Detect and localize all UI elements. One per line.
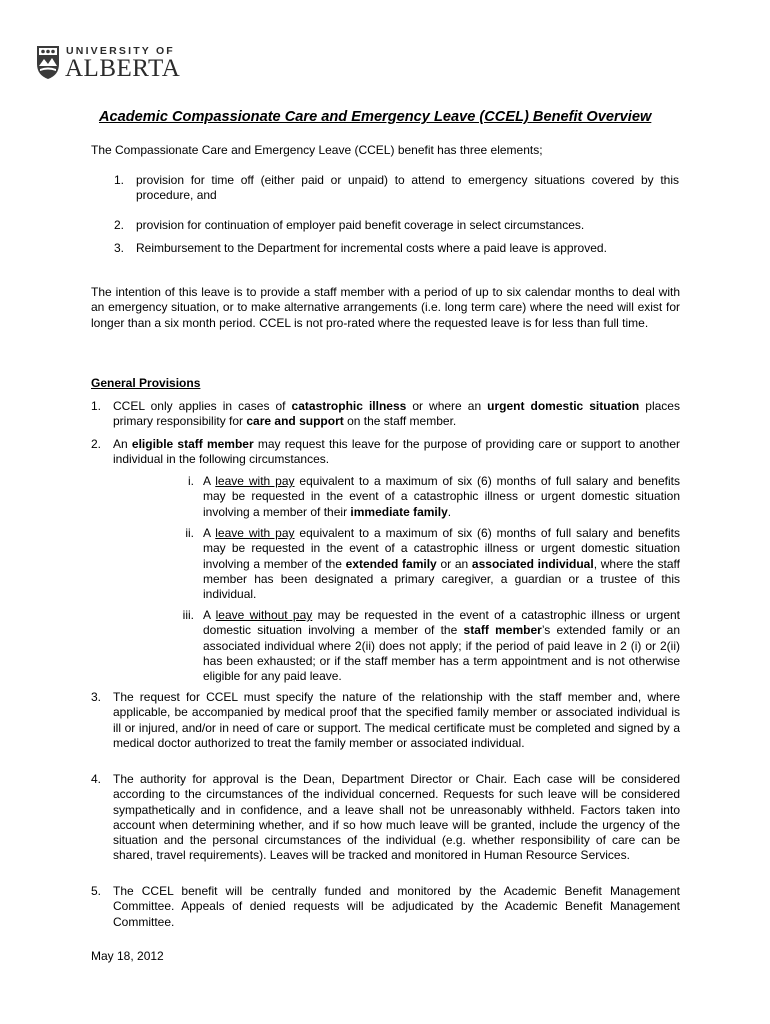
sub-item-ii-number: ii. [185, 526, 194, 540]
element-2-text: provision for continuation of employer paid benefit coverage in select circumstances. [136, 218, 585, 232]
provision-1-number: 1. [91, 399, 102, 413]
sub-item-i-number: i. [188, 474, 194, 488]
element-2-number: 2. [114, 218, 125, 232]
provision-5-number: 5. [91, 884, 102, 898]
shield-crest-icon [36, 44, 60, 80]
sub-item-ii-text: A leave with pay equivalent to a maximum of six (6) months of full salary and benefits may be requested in the event of a catastrophic illness or urgent domestic situation involving a member of the extended family or an associated individual, where the staff member has been designated a primary caregiver, a guardian or a trustee of this individual. [203, 526, 680, 602]
logo-text-alberta: ALBERTA [65, 55, 181, 82]
provision-2-number: 2. [91, 437, 102, 451]
sub-item-iii-text: A leave without pay may be requested in the event of a catastrophic illness or urgent domestic situation involving a member of the staff member’s extended family or an associated individual where 2(ii) does not apply; if the period of paid leave in 2 (i) or 2(ii) has been exhausted; or if the staff member has a term appointment and is not otherwise eligible for any paid leave. [203, 608, 681, 684]
element-3-number: 3. [114, 241, 125, 255]
provision-3-number: 3. [91, 690, 102, 704]
sub-item-i-text: A leave with pay equivalent to a maximum of six (6) months of full salary and benefits may be requested in the event of a catastrophic illness or urgent domestic situation involving a member of their immediate family. [203, 474, 680, 519]
provision-4-number: 4. [91, 772, 102, 786]
element-3-text: Reimbursement to the Department for incremental costs where a paid leave is approved. [136, 241, 607, 255]
sub-item-iii-number: iii. [182, 608, 194, 622]
intro-text: The Compassionate Care and Emergency Leave (CCEL) benefit has three elements; [91, 143, 543, 157]
footer-date: May 18, 2012 [91, 949, 164, 963]
general-provisions-heading: General Provisions [91, 376, 201, 390]
provision-3-text: The request for CCEL must specify the nature of the relationship with the staff member and, where applicable, be accompanied by medical proof that the specified family member or associated individual is ill or injured, and/or in need of care or support. The medical certificate must be completed and signed by a medical doctor authorized to treat the family member or associated individual. [113, 690, 680, 750]
element-1-number: 1. [114, 173, 125, 187]
logo-text-university-of: UNIVERSITY OF [66, 45, 175, 57]
page-title: Academic Compassionate Care and Emergency Leave (CCEL) Benefit Overview [99, 109, 652, 125]
intention-paragraph: The intention of this leave is to provide a staff member with a period of up to six calendar months to deal with an emergency situation, or to make alternative arrangements (i.e. long term care) where the need will exist for longer than a six month period. CCEL is not pro-rated where the requested leave is for less than full time. [91, 285, 680, 330]
provision-1-text: CCEL only applies in cases of catastrophic illness or where an urgent domestic situation places primary responsibility for care and support on the staff member. [113, 399, 680, 429]
provision-4-text: The authority for approval is the Dean, Department Director or Chair. Each case will be considered according to the circumstances of the individual concerned. Requests for such leave will be considered sympathetically and in confidence, and a leave shall not be unreasonably withheld. Factors taken into account when determining whether, and if so how much leave will be granted, include the urgency of the situation and the personal circumstances of the individual (e.g. whether responsibility of care can be shared, travel requirements). Leaves will be tracked and monitored in Human Resource Services. [113, 772, 680, 863]
element-1-text: provision for time off (either paid or unpaid) to attend to emergency situations covered by this procedure, and [136, 173, 679, 203]
university-logo [36, 44, 186, 84]
provision-2-text: An eligible staff member may request this leave for the purpose of providing care or support to another individual in the following circumstances. [113, 437, 680, 467]
provision-5-text: The CCEL benefit will be centrally funded and monitored by the Academic Benefit Management Committee. Appeals of denied requests will be adjudicated by the Academic Benefit Management Committee. [113, 884, 680, 929]
